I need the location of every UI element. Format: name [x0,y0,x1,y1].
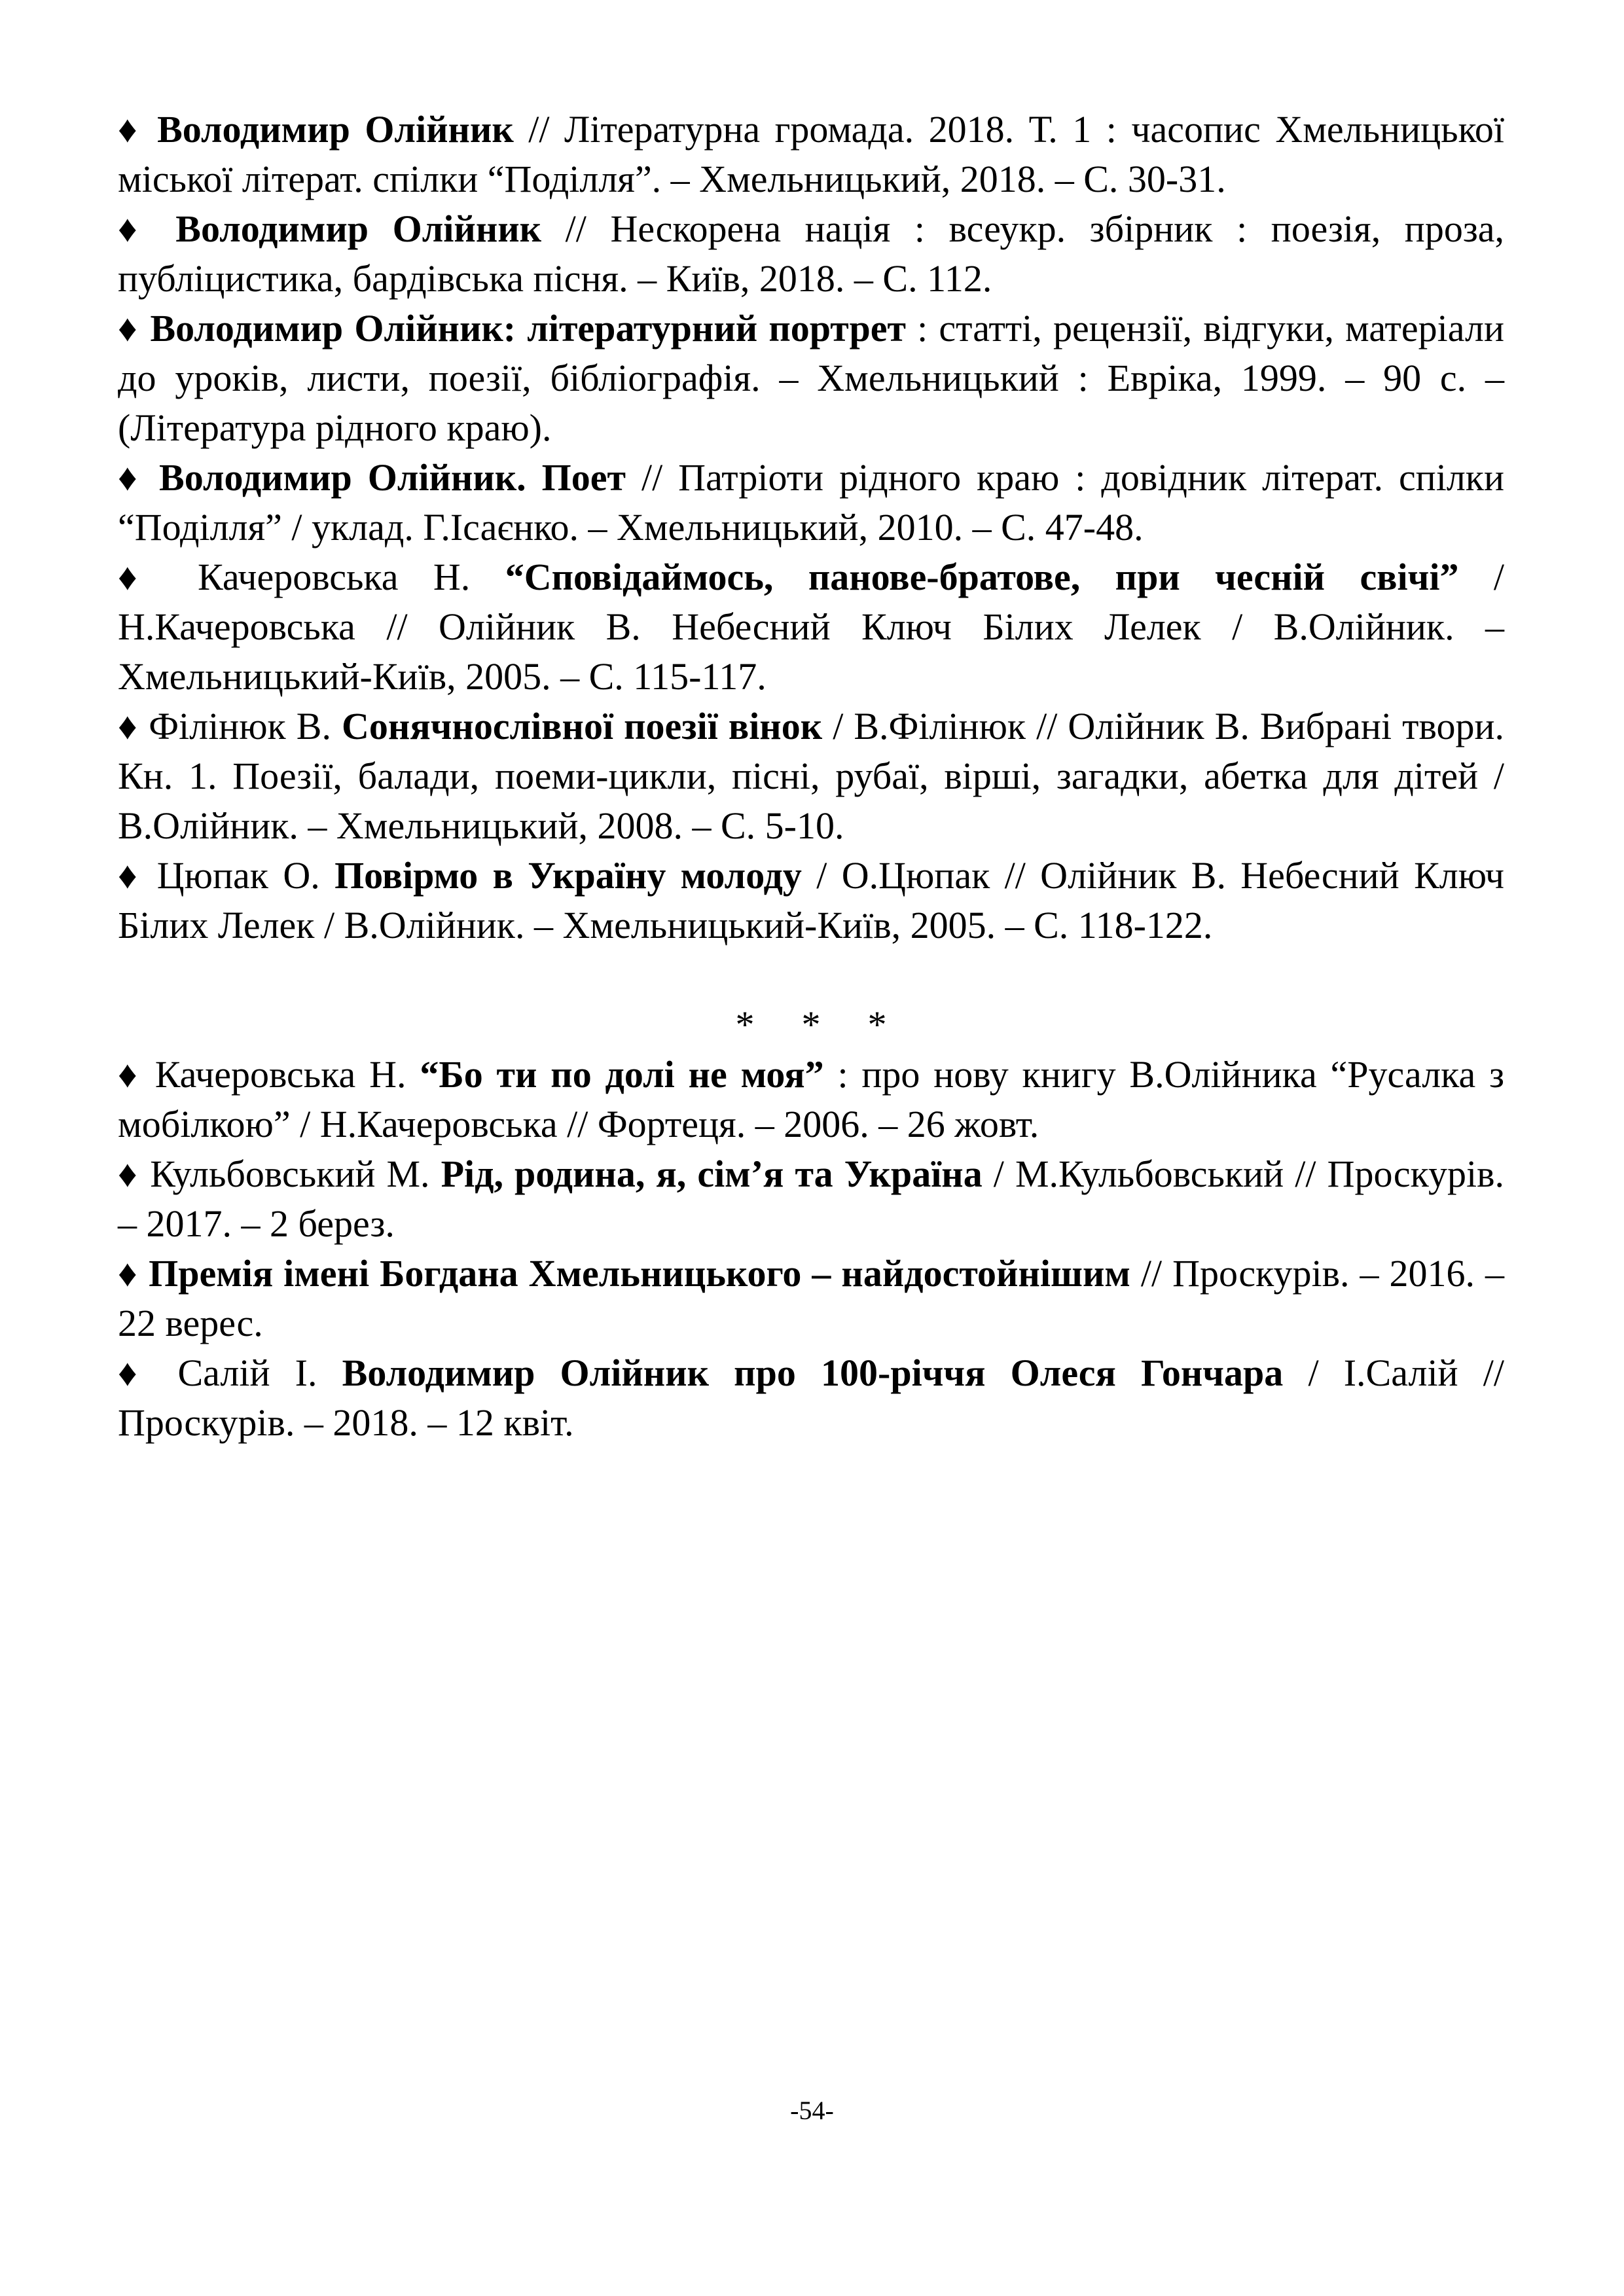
entry-title: Сонячнослівної поезії вінок [342,705,823,747]
entry-details: // Проскурів. – 2016. – 22 верес. [118,1252,1504,1344]
entry-details: // Нескорена нація : всеукр. збірник : поезія, проза, публіцистика, бардівська пісня. – Київ, 2018. – С. 112. [118,207,1504,300]
entry-title: Володимир Олійник [157,108,514,151]
bibliography-entry [118,204,1504,304]
page-number: -54- [790,2096,834,2125]
entry-details: / М.Кульбовський // Проскурів. – 2017. – 2 берез. [118,1153,1505,1245]
bibliography-list-bottom [118,1050,1504,1448]
entry-details: / Н.Качеровська // Олійник В. Небесний Ключ Білих Лелек / В.Олійник. – Хмельницький-Київ, 2005. – С. 115-117. [118,556,1504,698]
entry-title: Премія імені Богдана Хмельницького – найдостойнішим [149,1252,1130,1295]
entry-prefix: ♦ Цюпак О. [118,854,335,897]
entry-details: / В.Філінюк // Олійник В. Вибрані твори. Кн. 1. Поезії, балади, поеми-цикли, пісні, рубаї, вірші, загадки, абетка для дітей / В.Олійник. – Хмельницький, 2008. – С. 5-10. [118,705,1504,847]
entry-details: / О.Цюпак // Олійник В. Небесний Ключ Білих Лелек / В.Олійник. – Хмельницький-Київ, 2005. – С. 118-122. [118,854,1504,946]
entry-prefix: ♦ Качеровська Н. [118,1053,420,1096]
bibliography-list-top [118,105,1504,950]
entry-title: Володимир Олійник [175,207,542,250]
entry-title: Рід, родина, я, сім’я та Україна [441,1153,983,1195]
entry-prefix: ♦ Салій І. [118,1352,342,1394]
entry-title: Володимир Олійник. Поет [159,456,626,499]
bibliography-entry [118,1050,1504,1149]
entry-details: : про нову книгу В.Олійника “Русалка з мобілкою” / Н.Качеровська // Фортеця. – 2006. – 26 жовт. [118,1053,1504,1145]
document-page [118,105,1504,1448]
entry-details: // Патріоти рідного краю : довідник літерат. спілки “Поділля” / уклад. Г.Ісаєнко. – Хмельницький, 2010. – С. 47-48. [118,456,1504,548]
entry-details: // Літературна громада. 2018. Т. 1 : часопис Хмельницької міської літерат. спілки “Поділля”. – Хмельницький, 2018. – С. 30-31. [118,108,1504,200]
entry-prefix: ♦ [118,207,176,250]
bibliography-entry [118,1249,1504,1348]
bibliography-entry [118,1149,1504,1249]
entry-details: / І.Салій // Проскурів. – 2018. – 12 квіт. [118,1352,1504,1444]
entry-prefix: ♦ [118,307,151,350]
entry-title: Повірмо в Україну молоду [334,854,802,897]
entry-title: Володимир Олійник: літературний портрет [150,307,906,350]
asterisk: * [801,1003,821,1046]
entry-prefix: ♦ Філінюк В. [118,705,342,747]
entry-prefix: ♦ Кульбовський М. [118,1153,441,1195]
bibliography-entry [118,851,1504,950]
section-separator [118,1000,1504,1050]
asterisk: * [735,1003,755,1046]
entry-prefix: ♦ Качеровська Н. [118,556,505,598]
entry-prefix: ♦ [118,1252,149,1295]
entry-prefix: ♦ [118,108,158,151]
bibliography-entry [118,1348,1504,1448]
entry-details: : статті, рецензії, відгуки, матеріали до уроків, листи, поезії, бібліографія. – Хмельницький : Еврiка, 1999. – 90 с. – (Література рідного краю). [118,307,1504,449]
asterisk: * [867,1003,887,1046]
entry-title: “Сповідаймось, панове-братове, при чесній свічі” [505,556,1459,598]
bibliography-entry [118,453,1504,552]
bibliography-entry [118,552,1504,702]
bibliography-entry [118,304,1504,453]
bibliography-entry [118,702,1504,851]
entry-title: “Бо ти по долі не моя” [420,1053,824,1096]
bibliography-entry [118,105,1504,204]
entry-title: Володимир Олійник про 100-річчя Олеся Гончара [342,1352,1284,1394]
entry-prefix: ♦ [118,456,160,499]
